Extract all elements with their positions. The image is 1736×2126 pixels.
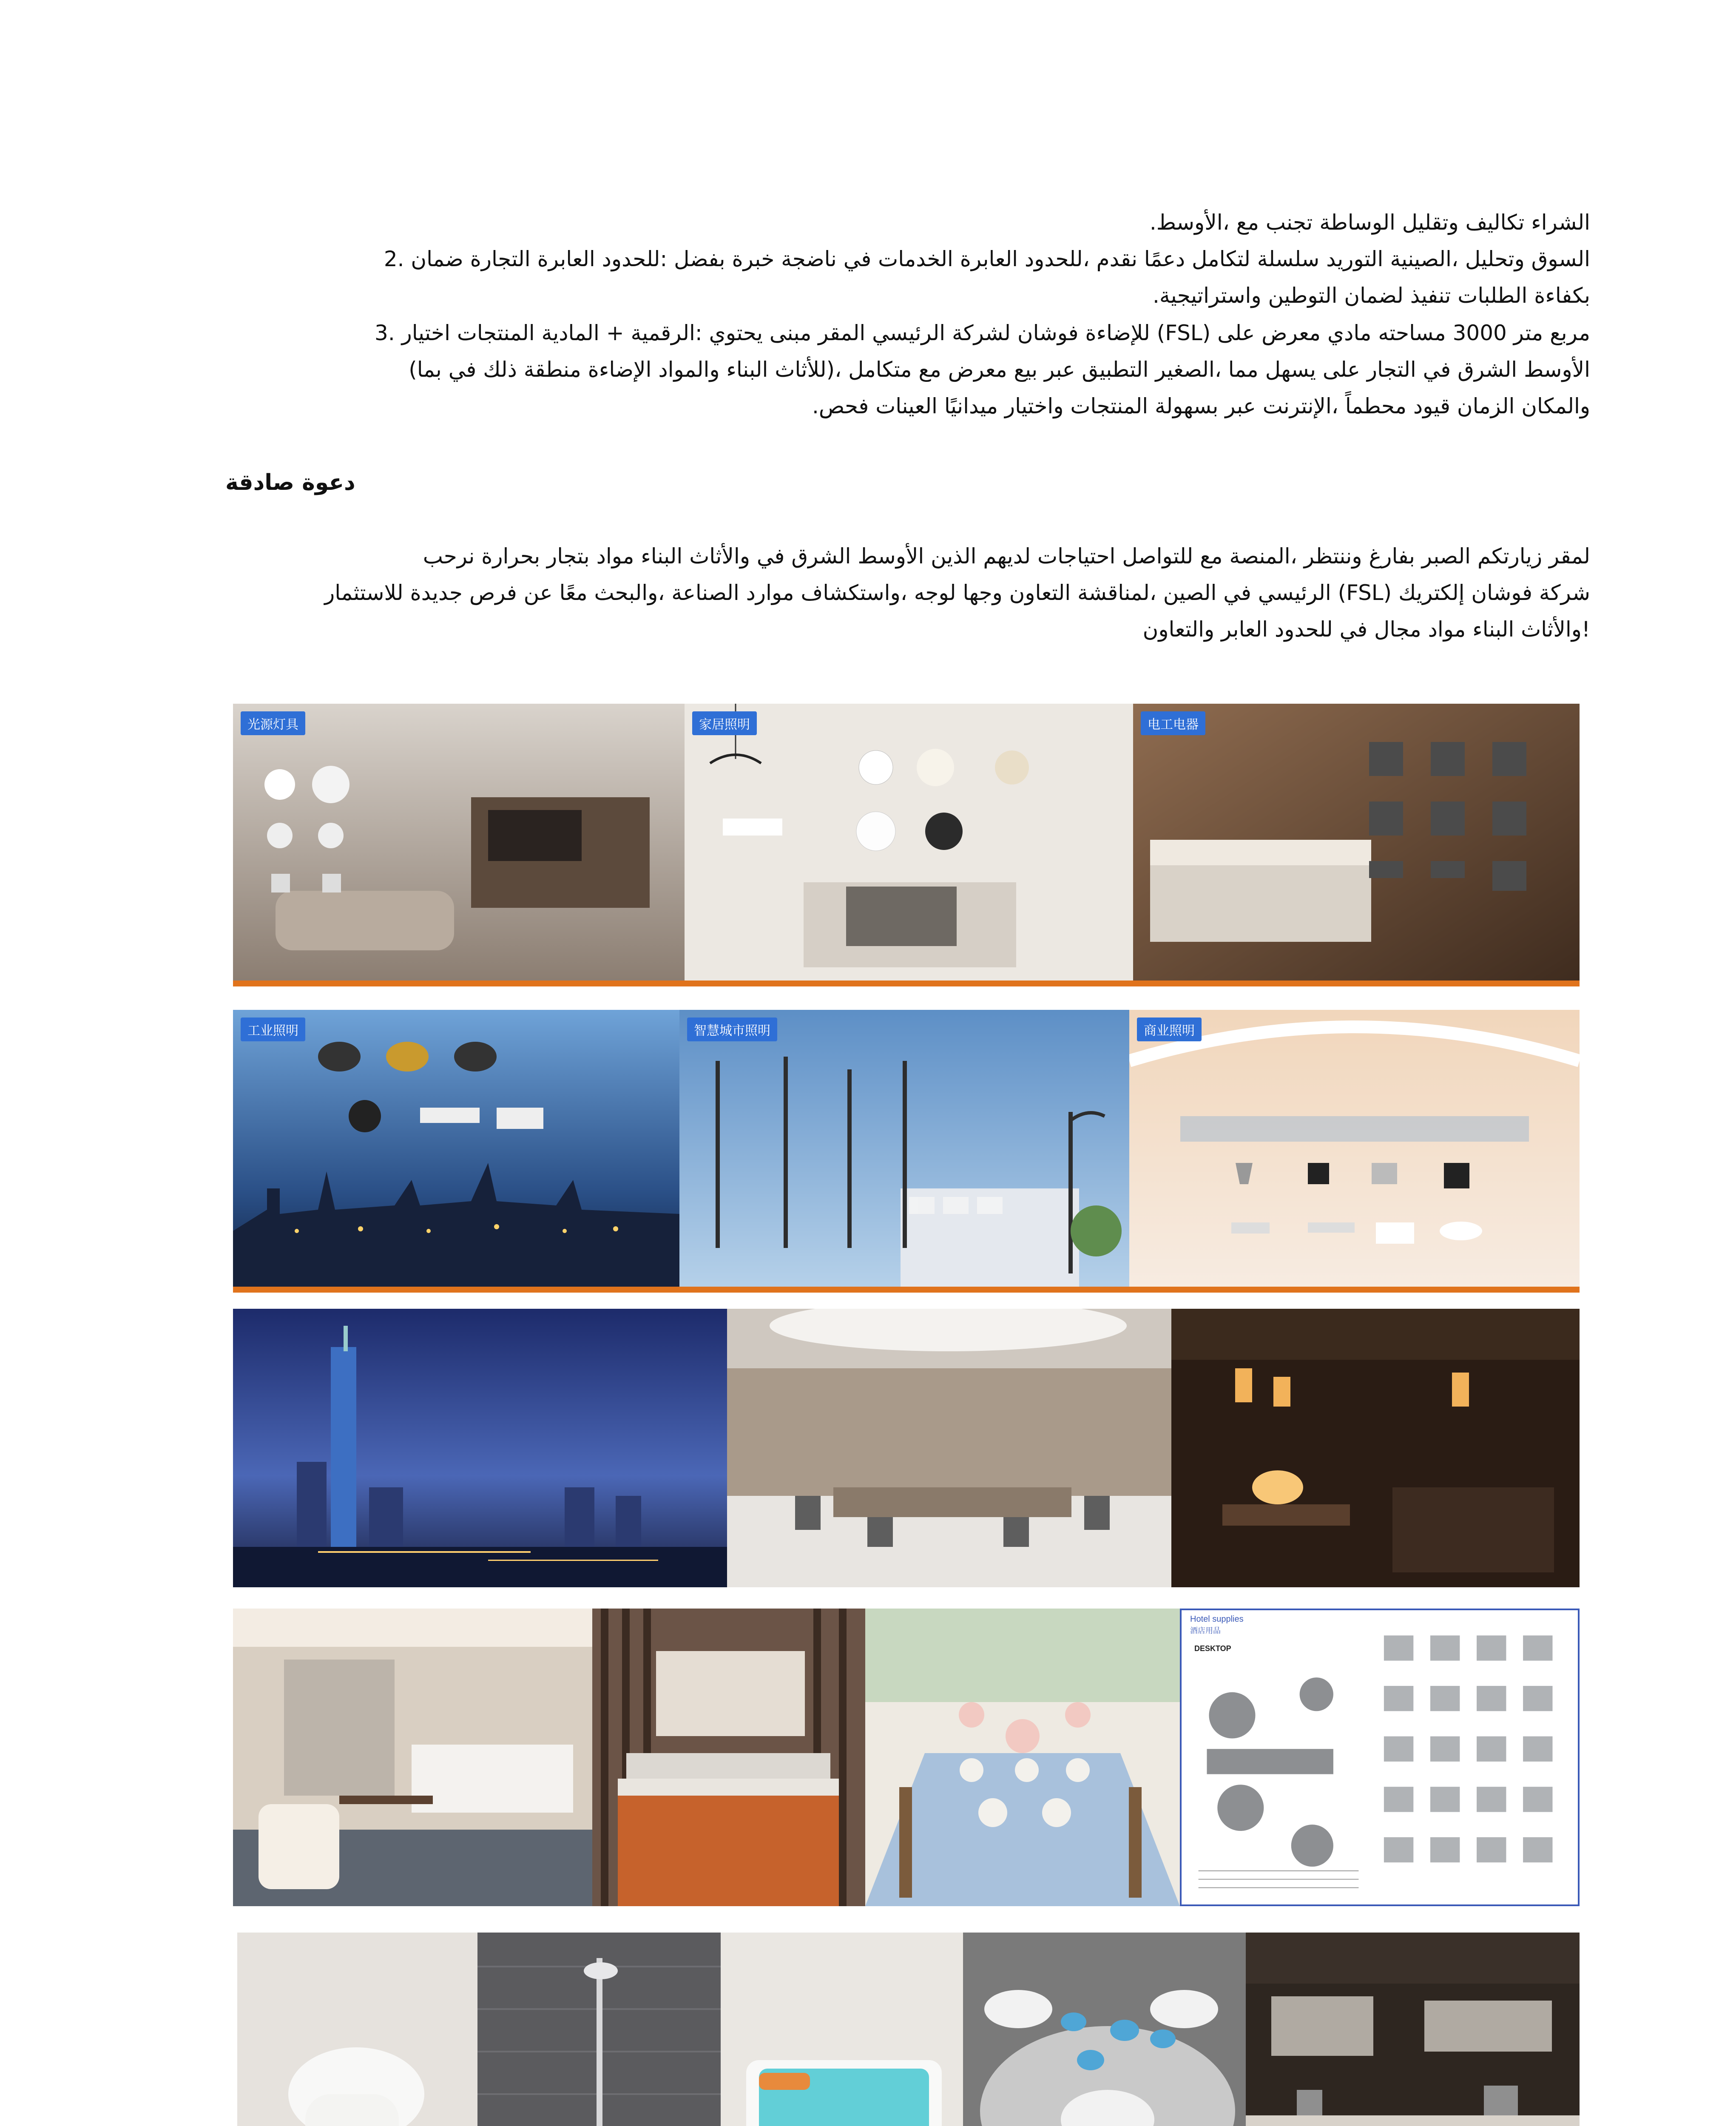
hotel-supplies-catalog-image (1180, 1609, 1580, 1906)
text-line: مربع متر 3000 مساحته مادي معرض على (FSL) للإضاءة فوشان لشركة الرئيسي المقر مبنى يحتوي :الرقمية + المادية المنتجات اختيار .3 (375, 321, 1590, 345)
home-lighting-image (685, 704, 1133, 986)
smart-toilet-image (237, 1933, 477, 2126)
bedroom-orange-bed-image (592, 1609, 865, 1906)
accent-bar (1129, 1287, 1580, 1293)
industrial-lighting-image (233, 1010, 679, 1293)
conference-room-image (727, 1309, 1171, 1587)
text-line: بكفاءة الطلبات تنفيذ لضمان التوطين واستراتيجية. (1153, 283, 1590, 308)
catalog-header: Hotel supplies (1190, 1614, 1244, 1624)
accent-bar (1133, 981, 1580, 986)
light-source-products-image (233, 704, 685, 986)
category-tag: 工业照明 (241, 1018, 305, 1041)
text-line: الشراء تكاليف وتقليل الوساطة تجنب مع ،الأوسط. (1149, 210, 1590, 235)
category-tag: 智慧城市照明 (687, 1018, 777, 1041)
bathtub-image (721, 1933, 963, 2126)
dinnerware-table-image (963, 1933, 1246, 2126)
category-tag: 家居照明 (692, 711, 757, 735)
category-tag: 光源灯具 (241, 711, 305, 735)
paragraph-points-1-2 (225, 204, 1590, 314)
smart-city-lighting-image (679, 1010, 1129, 1293)
text-line: شركة فوشان إلكتريك (FSL) الرئيسي في الصين ،لمناقشة التعاون وجها لوجه ،واستكشاف موارد الصناعة ،والبحث معًا عن فرص جديدة للاستثمار (324, 580, 1590, 605)
invitation-heading: دعوة صادقة (225, 470, 355, 495)
electrical-switches-image (1133, 704, 1580, 986)
commercial-kitchen-image (1246, 1933, 1580, 2126)
accent-bar (233, 981, 685, 986)
paragraph-point-3 (225, 315, 1590, 424)
category-tag: 商业照明 (1137, 1018, 1202, 1041)
accent-bar (679, 1287, 1129, 1293)
commercial-lighting-image (1129, 1010, 1580, 1293)
category-tag: 电工电器 (1141, 711, 1205, 735)
text-line: السوق وتحليل ،الصينية التوريد سلسلة لتكامل دعمًا نقدم ،للحدود العابرة الخدمات في ناضجة خبرة بفضل :للحدود العابرة التجارة ضمان .2 (384, 247, 1590, 271)
city-skyline-night-image (233, 1309, 727, 1587)
text-line: !والأثاث البناء مواد مجال في للحدود العابر والتعاون (1142, 617, 1590, 642)
accent-bar (233, 1287, 679, 1293)
invitation-paragraph (225, 538, 1590, 648)
shower-fixture-image (477, 1933, 721, 2126)
text-line: والمكان الزمان قيود محطماً ،الإنترنت عبر بسهولة المنتجات واختيار ميدانيًا العينات فحص. (812, 394, 1590, 418)
catalog-subheader: 酒店用品 (1190, 1626, 1221, 1635)
accent-bar (685, 981, 1133, 986)
text-line: الأوسط الشرق في التجار على يسهل مما ،الصغير التطبيق عبر بيع معرض مع متكامل ،(للأثاث البناء والمواد الإضاءة منطقة ذلك في بما) (409, 357, 1590, 382)
restaurant-interior-image (1171, 1309, 1580, 1587)
hotel-room-image (233, 1609, 592, 1906)
text-line: لمقر زيارتكم الصبر بفارغ وننتظر ،المنصة مع للتواصل احتياجات لديهم الذين الأوسط الشرق في والأثاث البناء مواد بتجار بحرارة نرحب (423, 544, 1590, 568)
catalog-product-title: DESKTOP (1194, 1644, 1231, 1653)
banquet-table-image (865, 1609, 1180, 1906)
